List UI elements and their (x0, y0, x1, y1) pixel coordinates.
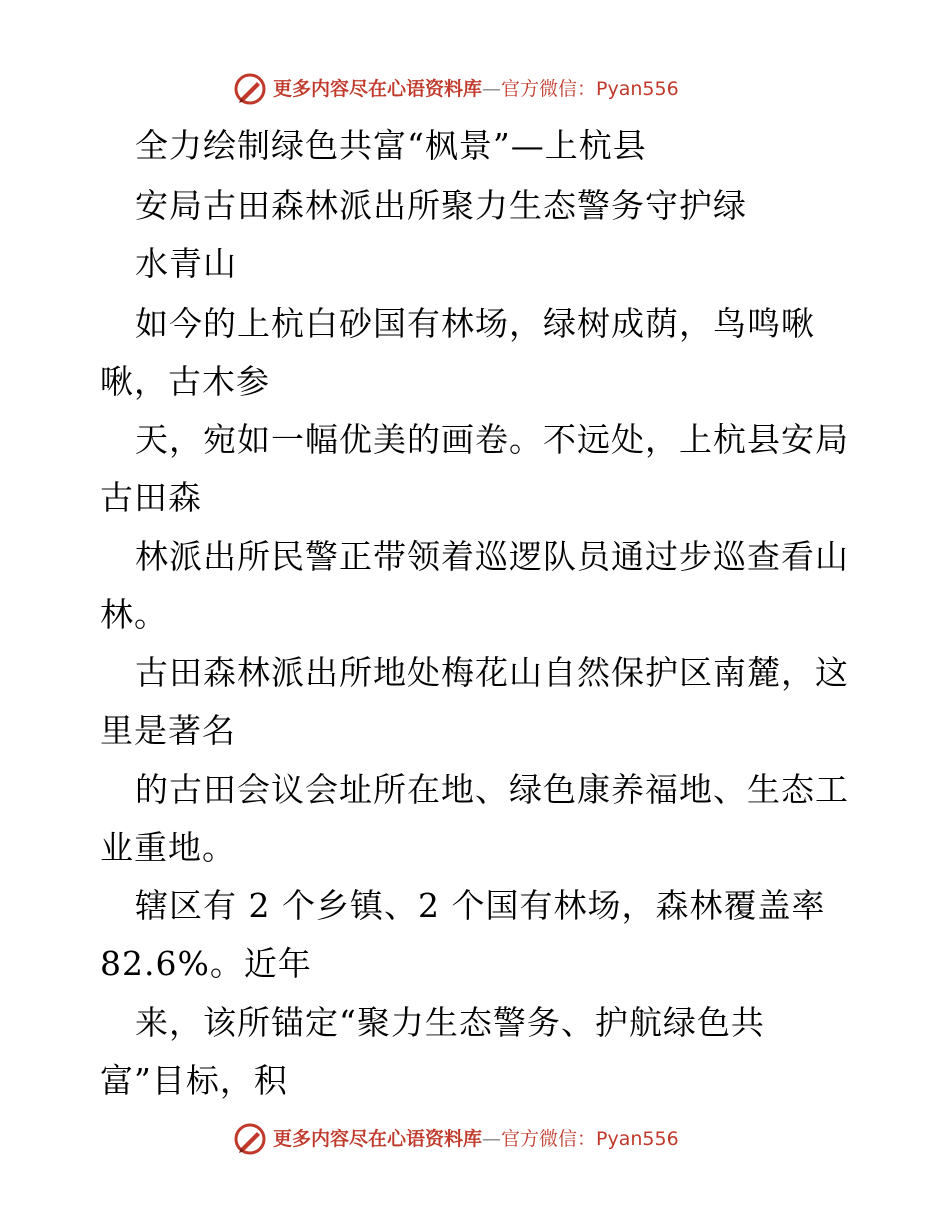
pen-logo-icon (233, 72, 267, 106)
article-title-line-2: 安局古田森林派出所聚力生态警务守护绿 (135, 186, 747, 225)
paragraph-line: 的古田会议会址所在地、绿色康养福地、生态工 (135, 770, 849, 809)
pen-logo-icon (233, 1122, 267, 1156)
banner-text (273, 77, 679, 101)
banner-wechat: 官方微信：Pyan556 (501, 78, 679, 100)
article-title-line-1: 全力绘制绿色共富“枫景”—上杭县 (135, 126, 647, 165)
banner-brand: 更多内容尽在心语资料库 (273, 1128, 483, 1150)
banner-separator: — (482, 78, 502, 100)
footer-banner (0, 1120, 950, 1160)
header-banner (0, 70, 950, 110)
paragraph-line: 来，该所锚定“聚力生态警务、护航绿色共 (135, 1003, 765, 1042)
banner-brand: 更多内容尽在心语资料库 (273, 78, 483, 100)
banner-text (273, 1127, 679, 1151)
paragraph-line: 如今的上杭白砂国有林场，绿树成荫，鸟鸣啾 (135, 304, 815, 343)
paragraph-line: 古田森林派出所地处梅花山自然保护区南麓，这 (135, 653, 849, 692)
banner-separator: — (482, 1128, 502, 1150)
banner-wechat: 官方微信：Pyan556 (501, 1128, 679, 1150)
paragraph-line: 富”目标，积 (100, 1061, 288, 1100)
paragraph-line: 里是著名 (100, 711, 236, 750)
paragraph-line: 古田森 (100, 478, 202, 517)
paragraph-line: 业重地。 (100, 828, 236, 867)
paragraph-line: 林。 (100, 595, 168, 634)
paragraph-line: 辖区有 2 个乡镇、2 个国有林场，森林覆盖率 (135, 886, 826, 925)
paragraph-line: 林派出所民警正带领着巡逻队员通过步巡查看山 (135, 537, 849, 576)
paragraph-line: 82.6%。近年 (100, 944, 312, 983)
paragraph-line: 啾，古木参 (100, 362, 270, 401)
paragraph-line: 天，宛如一幅优美的画卷。不远处，上杭县安局 (135, 420, 849, 459)
article-title-line-3: 水青山 (135, 244, 237, 283)
